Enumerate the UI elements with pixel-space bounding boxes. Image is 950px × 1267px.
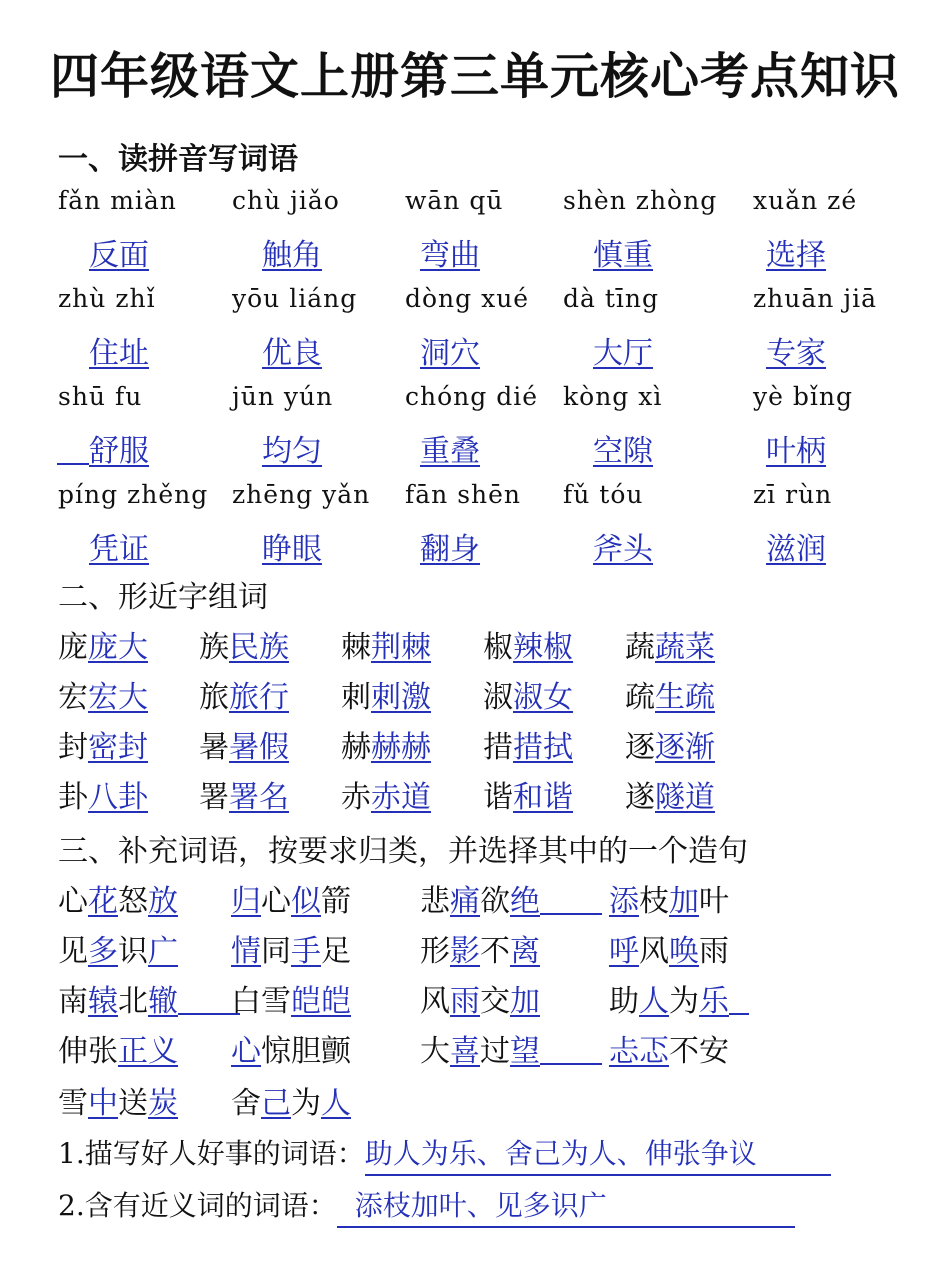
idiom-answer: 多 xyxy=(88,934,118,969)
idiom-given: 为 xyxy=(669,984,699,1019)
compound-word: 逐渐 xyxy=(655,730,715,765)
pinyin-item: zhēng yǎn xyxy=(232,480,371,509)
idiom-answer: 绝 xyxy=(510,884,540,919)
compound-word: 淑女 xyxy=(513,680,573,715)
compound-word: 蔬菜 xyxy=(655,630,715,665)
idiom-answer: 手 xyxy=(291,934,321,969)
compound-word: 和谐 xyxy=(513,780,573,815)
similar-char-item xyxy=(58,722,148,766)
base-character: 封 xyxy=(58,730,88,765)
idiom-given: 欲 xyxy=(480,884,510,919)
idiom-answer: 添 xyxy=(609,884,639,919)
idiom-given: 为 xyxy=(291,1086,321,1121)
idiom-given: 安 xyxy=(699,1034,729,1069)
pinyin-item: dà tīng xyxy=(563,284,660,313)
idiom xyxy=(58,976,240,1020)
compound-word: 暑假 xyxy=(229,730,289,765)
answer-word: 叶柄 xyxy=(766,434,826,469)
idiom-given: 南 xyxy=(58,984,88,1019)
idiom-given: 舍 xyxy=(231,1086,261,1121)
compound-word: 辣椒 xyxy=(513,630,573,665)
answer-word: 触角 xyxy=(262,238,322,273)
idiom-answer: 花 xyxy=(88,884,118,919)
idiom-given: 怒 xyxy=(118,884,148,919)
pinyin-item: yè bǐng xyxy=(753,382,853,411)
idiom xyxy=(58,1078,178,1122)
idiom-given: 雪 xyxy=(261,984,291,1019)
compound-word: 措拭 xyxy=(513,730,573,765)
similar-char-item xyxy=(58,772,148,816)
compound-word: 八卦 xyxy=(88,780,148,815)
question-2-label: 2.含有近义词的词语： xyxy=(58,1189,337,1222)
base-character: 卦 xyxy=(58,780,88,815)
question-2-answer: 添枝加叶、见多识广 xyxy=(337,1184,795,1228)
section-2-heading: 二、形近字组词 xyxy=(58,580,268,615)
similar-char-item xyxy=(199,622,289,666)
idiom-given: 叶 xyxy=(699,884,729,919)
idiom-answer: 皑皑 xyxy=(291,984,351,1019)
pinyin-item: shèn zhòng xyxy=(563,186,718,215)
idiom xyxy=(420,976,540,1020)
compound-word: 生疏 xyxy=(655,680,715,715)
answer-word xyxy=(57,426,149,470)
idiom-answer: 乐 xyxy=(699,984,729,1019)
similar-char-item xyxy=(625,772,715,816)
idiom-answer: 广 xyxy=(148,934,178,969)
compound-word: 民族 xyxy=(229,630,289,665)
idiom xyxy=(231,1078,351,1122)
similar-char-item xyxy=(58,622,148,666)
idiom-given: 枝 xyxy=(639,884,669,919)
answer-underline xyxy=(729,983,749,1015)
compound-word: 荆棘 xyxy=(371,630,431,665)
similar-char-item xyxy=(199,722,289,766)
base-character: 棘 xyxy=(341,630,371,665)
answer-word: 重叠 xyxy=(420,434,480,469)
idiom-answer: 中 xyxy=(88,1086,118,1121)
idiom-given: 不 xyxy=(480,934,510,969)
idiom xyxy=(420,1026,602,1070)
idiom-answer: 雨 xyxy=(450,984,480,1019)
idiom-answer: 正义 xyxy=(118,1034,178,1069)
base-character: 椒 xyxy=(483,630,513,665)
idiom-given: 胆 xyxy=(291,1034,321,1069)
answer-word: 选择 xyxy=(766,238,826,273)
compound-word: 赤道 xyxy=(371,780,431,815)
idiom-given: 颤 xyxy=(321,1034,351,1069)
answer-word: 洞穴 xyxy=(420,336,480,371)
compound-word: 赫赫 xyxy=(371,730,431,765)
idiom-answer: 望 xyxy=(510,1034,540,1069)
idiom-given: 助 xyxy=(609,984,639,1019)
idiom-given: 心 xyxy=(261,884,291,919)
idiom-given: 惊 xyxy=(261,1034,291,1069)
base-character: 赫 xyxy=(341,730,371,765)
answer-word: 大厅 xyxy=(593,336,653,371)
idiom-answer: 影 xyxy=(450,934,480,969)
answer-word: 睁眼 xyxy=(262,532,322,567)
base-character: 疏 xyxy=(625,680,655,715)
idiom xyxy=(231,1026,351,1070)
idiom-given: 足 xyxy=(321,934,351,969)
answer-word: 斧头 xyxy=(593,532,653,567)
idiom-answer: 喜 xyxy=(450,1034,480,1069)
compound-word: 庞大 xyxy=(88,630,148,665)
idiom-given: 风 xyxy=(639,934,669,969)
idiom xyxy=(231,876,351,920)
question-1 xyxy=(58,1132,831,1176)
idiom xyxy=(420,926,540,970)
pinyin-item: fǎn miàn xyxy=(58,186,177,215)
pinyin-item: shū fu xyxy=(58,382,143,411)
idiom-given: 形 xyxy=(420,934,450,969)
similar-char-item xyxy=(483,622,573,666)
idiom xyxy=(609,926,729,970)
pinyin-item: xuǎn zé xyxy=(753,186,858,215)
question-1-answer: 助人为乐、舍己为人、伸张争议 xyxy=(365,1132,831,1176)
answer-word: 优良 xyxy=(262,336,322,371)
idiom xyxy=(609,876,729,920)
base-character: 旅 xyxy=(199,680,229,715)
idiom-given: 送 xyxy=(118,1086,148,1121)
idiom-given: 白 xyxy=(231,984,261,1019)
idiom-answer: 心 xyxy=(231,1034,261,1069)
pinyin-item: píng zhěng xyxy=(58,480,209,509)
answer-word: 空隙 xyxy=(593,434,653,469)
answer-underline xyxy=(57,433,89,465)
idiom-given: 识 xyxy=(118,934,148,969)
idiom-given: 张 xyxy=(88,1034,118,1069)
compound-word: 宏大 xyxy=(88,680,148,715)
idiom xyxy=(58,876,178,920)
pinyin-item: wān qū xyxy=(405,186,504,215)
idiom xyxy=(609,1026,729,1070)
similar-char-item xyxy=(483,672,573,716)
page-title: 四年级语文上册第三单元核心考点知识 xyxy=(49,48,900,105)
idiom-answer: 归 xyxy=(231,884,261,919)
base-character: 遂 xyxy=(625,780,655,815)
similar-char-item xyxy=(625,672,715,716)
similar-char-item xyxy=(341,622,431,666)
idiom-answer: 加 xyxy=(669,884,699,919)
idiom-answer: 忐忑 xyxy=(609,1034,669,1069)
idiom-answer: 人 xyxy=(639,984,669,1019)
compound-word: 旅行 xyxy=(229,680,289,715)
answer-word: 均匀 xyxy=(262,434,322,469)
idiom-given: 不 xyxy=(669,1034,699,1069)
answer-word: 滋润 xyxy=(766,532,826,567)
idiom-answer: 离 xyxy=(510,934,540,969)
similar-char-item xyxy=(625,722,715,766)
idiom-given: 过 xyxy=(480,1034,510,1069)
pinyin-item: zhù zhǐ xyxy=(58,284,156,313)
question-1-label: 1.描写好人好事的词语： xyxy=(58,1137,365,1170)
pinyin-item: kòng xì xyxy=(563,382,663,411)
idiom xyxy=(231,926,351,970)
idiom-given: 伸 xyxy=(58,1034,88,1069)
similar-char-item xyxy=(483,772,573,816)
idiom-answer: 似 xyxy=(291,884,321,919)
pinyin-item: jūn yún xyxy=(232,382,334,411)
idiom xyxy=(609,976,749,1020)
base-character: 蔬 xyxy=(625,630,655,665)
base-character: 刺 xyxy=(341,680,371,715)
base-character: 署 xyxy=(199,780,229,815)
idiom-given: 风 xyxy=(420,984,450,1019)
idiom-given: 见 xyxy=(58,934,88,969)
pinyin-item: chóng dié xyxy=(405,382,538,411)
idiom-given: 大 xyxy=(420,1034,450,1069)
idiom-given: 北 xyxy=(118,984,148,1019)
answer-word: 翻身 xyxy=(420,532,480,567)
base-character: 措 xyxy=(483,730,513,765)
compound-word: 刺激 xyxy=(371,680,431,715)
idiom-answer: 痛 xyxy=(450,884,480,919)
idiom-answer: 唤 xyxy=(669,934,699,969)
similar-char-item xyxy=(199,672,289,716)
answer-word: 专家 xyxy=(766,336,826,371)
answer-word: 弯曲 xyxy=(420,238,480,273)
idiom-given: 雪 xyxy=(58,1086,88,1121)
similar-char-item xyxy=(483,722,573,766)
idiom-answer: 己 xyxy=(261,1086,291,1121)
similar-char-item xyxy=(58,672,148,716)
answer-underline xyxy=(540,883,602,915)
idiom-answer: 放 xyxy=(148,884,178,919)
similar-char-item xyxy=(625,622,715,666)
base-character: 族 xyxy=(199,630,229,665)
idiom-answer: 呼 xyxy=(609,934,639,969)
pinyin-item: fān shēn xyxy=(405,480,522,509)
idiom-answer: 辙 xyxy=(148,984,178,1019)
compound-word: 署名 xyxy=(229,780,289,815)
compound-word: 密封 xyxy=(88,730,148,765)
idiom-given: 箭 xyxy=(321,884,351,919)
answer-word-text: 舒服 xyxy=(89,434,149,469)
base-character: 逐 xyxy=(625,730,655,765)
idiom xyxy=(231,976,351,1020)
idiom-given: 心 xyxy=(58,884,88,919)
base-character: 宏 xyxy=(58,680,88,715)
idiom xyxy=(58,926,178,970)
similar-char-item xyxy=(341,672,431,716)
answer-word: 凭证 xyxy=(89,532,149,567)
answer-word: 反面 xyxy=(89,238,149,273)
base-character: 赤 xyxy=(341,780,371,815)
idiom-answer: 加 xyxy=(510,984,540,1019)
idiom-answer: 辕 xyxy=(88,984,118,1019)
idiom-given: 雨 xyxy=(699,934,729,969)
pinyin-item: chù jiǎo xyxy=(232,186,340,215)
idiom-given: 同 xyxy=(261,934,291,969)
idiom xyxy=(58,1026,178,1070)
question-2 xyxy=(58,1184,795,1228)
answer-word: 慎重 xyxy=(593,238,653,273)
pinyin-item: zī rùn xyxy=(753,480,833,509)
similar-char-item xyxy=(341,772,431,816)
pinyin-item: yōu liáng xyxy=(232,284,358,313)
idiom-given: 悲 xyxy=(420,884,450,919)
pinyin-item: zhuān jiā xyxy=(753,284,877,313)
idiom-answer: 情 xyxy=(231,934,261,969)
answer-word: 住址 xyxy=(89,336,149,371)
base-character: 淑 xyxy=(483,680,513,715)
idiom-given: 交 xyxy=(480,984,510,1019)
section-1-heading: 一、读拼音写词语 xyxy=(58,142,298,177)
section-3-heading: 三、补充词语，按要求归类，并选择其中的一个造句 xyxy=(58,834,748,869)
idiom-answer: 炭 xyxy=(148,1086,178,1121)
compound-word: 隧道 xyxy=(655,780,715,815)
idiom-answer: 人 xyxy=(321,1086,351,1121)
base-character: 庞 xyxy=(58,630,88,665)
pinyin-item: fǔ tóu xyxy=(563,480,644,509)
similar-char-item xyxy=(341,722,431,766)
answer-underline xyxy=(540,1033,602,1065)
similar-char-item xyxy=(199,772,289,816)
pinyin-item: dòng xué xyxy=(405,284,530,313)
base-character: 暑 xyxy=(199,730,229,765)
base-character: 谐 xyxy=(483,780,513,815)
idiom xyxy=(420,876,602,920)
